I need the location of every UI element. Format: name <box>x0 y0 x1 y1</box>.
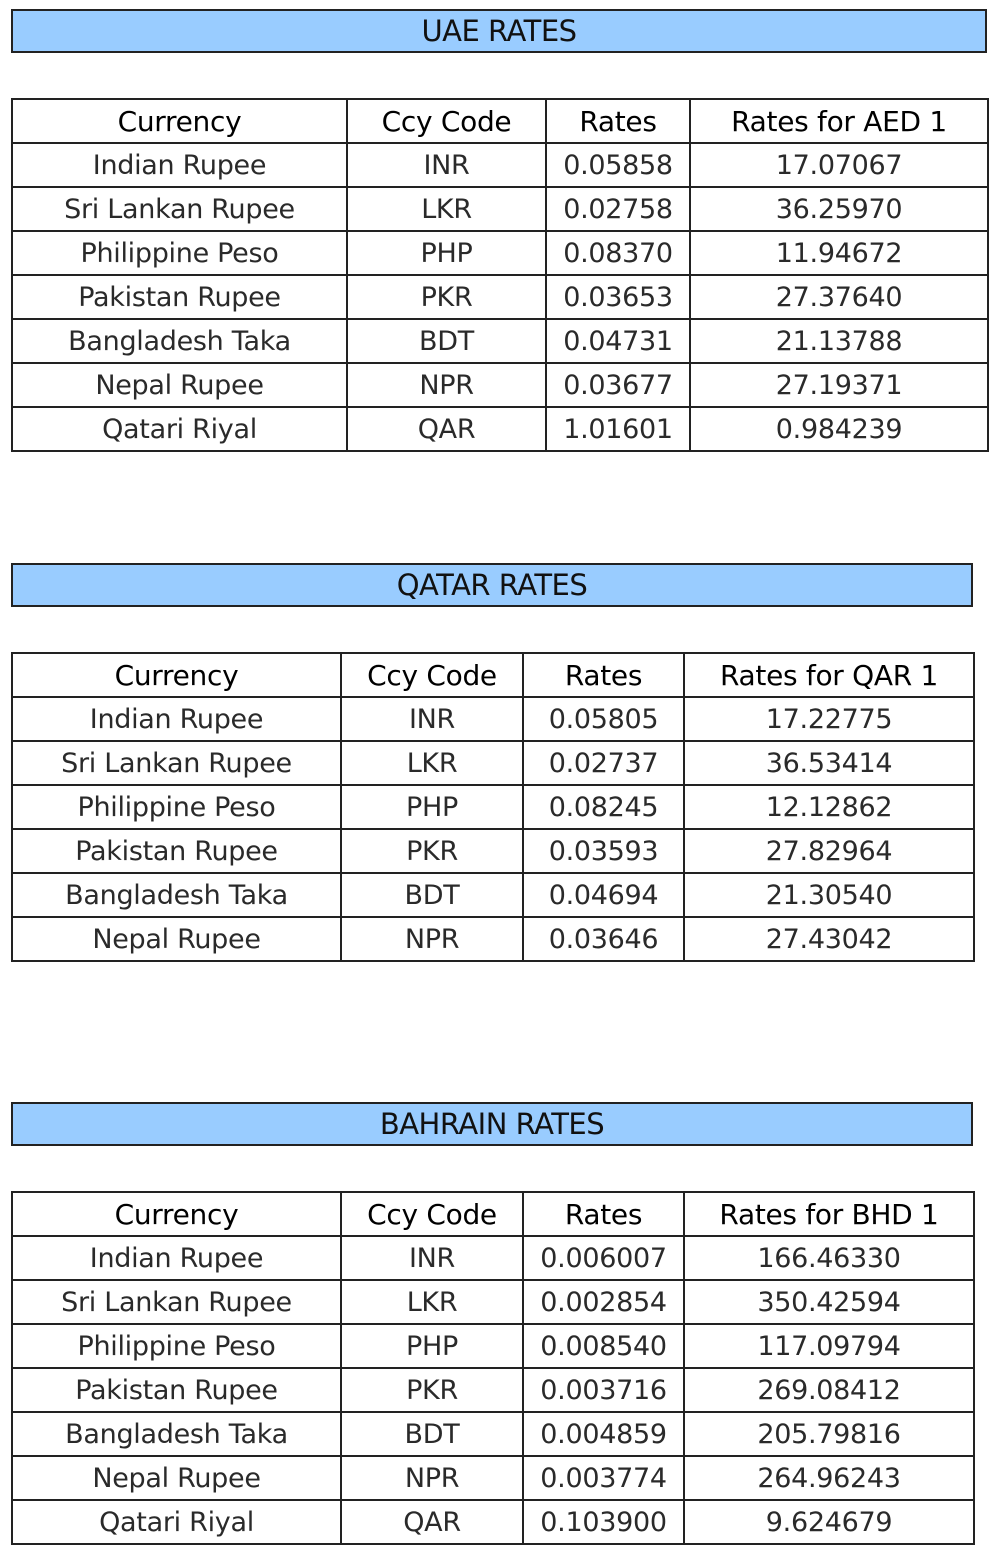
cell-rate: 0.04731 <box>546 319 690 363</box>
cell-ccy-code: PHP <box>347 231 546 275</box>
cell-currency: Bangladesh Taka <box>12 873 341 917</box>
cell-rate: 0.003774 <box>523 1456 684 1500</box>
table-row <box>12 275 988 319</box>
cell-ccy-code: PKR <box>341 1368 523 1412</box>
table-row <box>12 829 974 873</box>
column-header-currency: Currency <box>12 99 347 143</box>
table-row <box>12 1500 974 1544</box>
bahrain-rates-title: BAHRAIN RATES <box>379 1107 605 1141</box>
cell-currency: Indian Rupee <box>12 697 341 741</box>
table-row <box>12 363 988 407</box>
cell-ccy-code: INR <box>347 143 546 187</box>
cell-ccy-code: LKR <box>341 1280 523 1324</box>
cell-rate: 0.03677 <box>546 363 690 407</box>
cell-ccy-code: LKR <box>341 741 523 785</box>
cell-ccy-code: NPR <box>341 917 523 961</box>
cell-ccy-code: BDT <box>341 1412 523 1456</box>
cell-rate-per-unit: 9.624679 <box>684 1500 974 1544</box>
table-row <box>12 407 988 451</box>
column-header-rate-per-unit: Rates for QAR 1 <box>684 653 974 697</box>
cell-ccy-code: NPR <box>341 1456 523 1500</box>
cell-rate-per-unit: 12.12862 <box>684 785 974 829</box>
column-header-currency: Currency <box>12 1192 341 1236</box>
table-body <box>12 697 974 961</box>
cell-rate-per-unit: 21.30540 <box>684 873 974 917</box>
cell-currency: Pakistan Rupee <box>12 1368 341 1412</box>
cell-rate: 0.03653 <box>546 275 690 319</box>
cell-rate: 0.05858 <box>546 143 690 187</box>
cell-ccy-code: BDT <box>347 319 546 363</box>
cell-ccy-code: INR <box>341 1236 523 1280</box>
cell-rate: 0.003716 <box>523 1368 684 1412</box>
column-header-rate-per-unit: Rates for AED 1 <box>690 99 988 143</box>
cell-rate-per-unit: 27.82964 <box>684 829 974 873</box>
cell-currency: Qatari Riyal <box>12 407 347 451</box>
column-header-currency: Currency <box>12 653 341 697</box>
cell-rate-per-unit: 36.25970 <box>690 187 988 231</box>
cell-currency: Sri Lankan Rupee <box>12 187 347 231</box>
table-body <box>12 143 988 451</box>
column-header-ccy-code: Ccy Code <box>347 99 546 143</box>
column-header-rate: Rates <box>546 99 690 143</box>
cell-rate-per-unit: 36.53414 <box>684 741 974 785</box>
cell-rate: 0.02737 <box>523 741 684 785</box>
cell-ccy-code: PHP <box>341 1324 523 1368</box>
cell-rate-per-unit: 17.22775 <box>684 697 974 741</box>
uae-rates-banner <box>11 9 987 53</box>
table-row <box>12 917 974 961</box>
cell-currency: Philippine Peso <box>12 231 347 275</box>
cell-rate-per-unit: 0.984239 <box>690 407 988 451</box>
column-header-rate: Rates <box>523 653 684 697</box>
table-row <box>12 1412 974 1456</box>
header-row <box>12 1192 974 1236</box>
cell-rate-per-unit: 27.37640 <box>690 275 988 319</box>
cell-currency: Sri Lankan Rupee <box>12 741 341 785</box>
cell-currency: Indian Rupee <box>12 143 347 187</box>
header-row <box>12 653 974 697</box>
cell-rate: 0.08370 <box>546 231 690 275</box>
cell-currency: Pakistan Rupee <box>12 275 347 319</box>
cell-ccy-code: LKR <box>347 187 546 231</box>
uae-rates-title: UAE RATES <box>421 14 577 48</box>
cell-ccy-code: PKR <box>341 829 523 873</box>
cell-currency: Sri Lankan Rupee <box>12 1280 341 1324</box>
cell-currency: Indian Rupee <box>12 1236 341 1280</box>
cell-rate: 0.03593 <box>523 829 684 873</box>
cell-ccy-code: PHP <box>341 785 523 829</box>
column-header-rate-per-unit: Rates for BHD 1 <box>684 1192 974 1236</box>
cell-currency: Pakistan Rupee <box>12 829 341 873</box>
cell-rate-per-unit: 27.19371 <box>690 363 988 407</box>
cell-rate-per-unit: 11.94672 <box>690 231 988 275</box>
table-row <box>12 1280 974 1324</box>
bahrain-rates-banner <box>11 1102 973 1146</box>
cell-rate: 0.002854 <box>523 1280 684 1324</box>
qatar-rates-table <box>11 652 975 962</box>
cell-currency: Nepal Rupee <box>12 917 341 961</box>
cell-rate: 0.08245 <box>523 785 684 829</box>
cell-rate-per-unit: 17.07067 <box>690 143 988 187</box>
cell-currency: Bangladesh Taka <box>12 1412 341 1456</box>
table-header <box>12 99 988 143</box>
cell-rate-per-unit: 350.42594 <box>684 1280 974 1324</box>
cell-rate: 0.02758 <box>546 187 690 231</box>
table-row <box>12 1368 974 1412</box>
cell-rate: 0.006007 <box>523 1236 684 1280</box>
cell-currency: Qatari Riyal <box>12 1500 341 1544</box>
table-row <box>12 143 988 187</box>
table-body <box>12 1236 974 1544</box>
cell-ccy-code: QAR <box>341 1500 523 1544</box>
table-row <box>12 1324 974 1368</box>
cell-rate: 0.004859 <box>523 1412 684 1456</box>
cell-ccy-code: BDT <box>341 873 523 917</box>
table-header <box>12 653 974 697</box>
cell-currency: Philippine Peso <box>12 785 341 829</box>
table-row <box>12 231 988 275</box>
column-header-ccy-code: Ccy Code <box>341 653 523 697</box>
cell-currency: Philippine Peso <box>12 1324 341 1368</box>
cell-rate-per-unit: 27.43042 <box>684 917 974 961</box>
uae-rates-table <box>11 98 989 452</box>
cell-rate: 0.05805 <box>523 697 684 741</box>
qatar-rates-banner <box>11 563 973 607</box>
cell-currency: Bangladesh Taka <box>12 319 347 363</box>
table-row <box>12 697 974 741</box>
table-row <box>12 187 988 231</box>
cell-rate-per-unit: 117.09794 <box>684 1324 974 1368</box>
table-row <box>12 785 974 829</box>
column-header-ccy-code: Ccy Code <box>341 1192 523 1236</box>
bahrain-rates-table <box>11 1191 975 1545</box>
cell-currency: Nepal Rupee <box>12 1456 341 1500</box>
cell-rate: 0.103900 <box>523 1500 684 1544</box>
qatar-rates-title: QATAR RATES <box>396 568 588 602</box>
cell-rate: 0.008540 <box>523 1324 684 1368</box>
cell-ccy-code: PKR <box>347 275 546 319</box>
cell-rate-per-unit: 166.46330 <box>684 1236 974 1280</box>
cell-rate: 0.03646 <box>523 917 684 961</box>
table-row <box>12 319 988 363</box>
cell-rate-per-unit: 269.08412 <box>684 1368 974 1412</box>
cell-rate: 0.04694 <box>523 873 684 917</box>
cell-ccy-code: QAR <box>347 407 546 451</box>
cell-rate-per-unit: 21.13788 <box>690 319 988 363</box>
header-row <box>12 99 988 143</box>
cell-rate-per-unit: 264.96243 <box>684 1456 974 1500</box>
cell-currency: Nepal Rupee <box>12 363 347 407</box>
table-row <box>12 873 974 917</box>
column-header-rate: Rates <box>523 1192 684 1236</box>
table-row <box>12 1456 974 1500</box>
table-row <box>12 1236 974 1280</box>
cell-ccy-code: NPR <box>347 363 546 407</box>
cell-rate: 1.01601 <box>546 407 690 451</box>
table-row <box>12 741 974 785</box>
cell-rate-per-unit: 205.79816 <box>684 1412 974 1456</box>
table-header <box>12 1192 974 1236</box>
cell-ccy-code: INR <box>341 697 523 741</box>
